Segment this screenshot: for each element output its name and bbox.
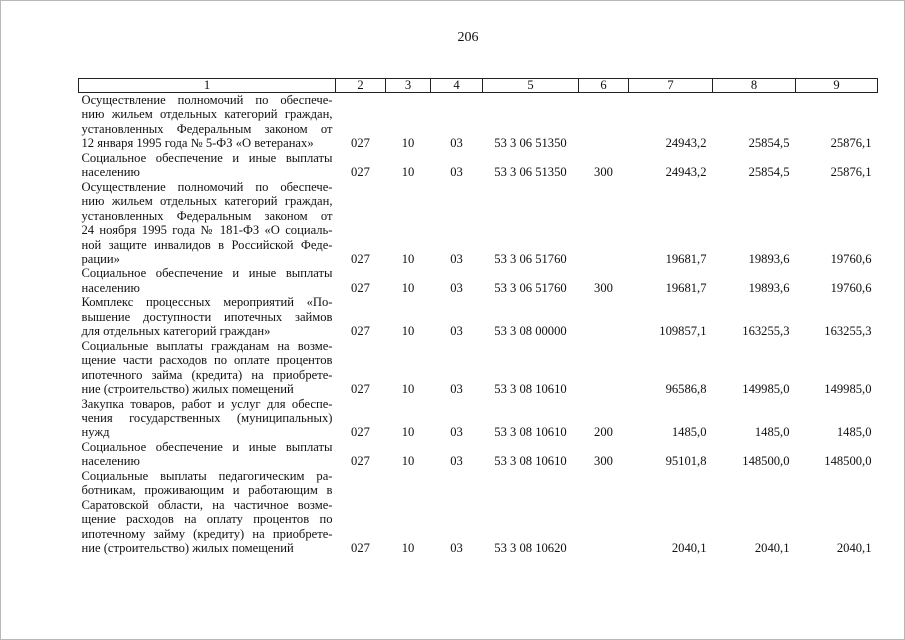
cell-c5: 53 3 08 10610 <box>494 454 567 469</box>
cell-c5: 53 3 08 00000 <box>494 324 567 339</box>
cell-c2: 027 <box>351 280 370 295</box>
cell-c5: 53 3 08 10610 <box>494 425 567 440</box>
cell-c3: 10 <box>401 425 415 440</box>
row-description <box>79 93 336 151</box>
cell-c7: 1485,0 <box>671 425 707 440</box>
cell-c8: 1485,0 <box>754 425 790 440</box>
header-row <box>79 79 878 93</box>
cell-c7: 19681,7 <box>665 251 707 266</box>
description-line: Закупка товаров, работ и услуг для обеспе- <box>81 396 333 411</box>
description-line: вышение доступности ипотечных займов <box>81 309 333 324</box>
column-header-8: 8 <box>713 79 796 93</box>
cell-c8: 25854,5 <box>748 165 790 180</box>
cell-c6: 300 <box>594 280 613 295</box>
description-line: ние (строительство) жилых помещений <box>81 382 294 397</box>
column-header-1: 1 <box>79 79 336 93</box>
column-header-7: 7 <box>629 79 713 93</box>
cell-c8: 19893,6 <box>748 280 790 295</box>
description-line: ипотечного займа (кредита) на приобрете- <box>81 367 333 382</box>
cell-c6 <box>579 295 629 338</box>
table-row <box>79 266 878 295</box>
row-description <box>79 180 336 267</box>
cell-c5: 53 3 06 51760 <box>494 280 567 295</box>
cell-c7: 24943,2 <box>665 165 707 180</box>
cell-c2: 027 <box>351 165 370 180</box>
table-row <box>79 180 878 267</box>
cell-c3: 10 <box>401 541 415 556</box>
table-row <box>79 93 878 151</box>
column-header-4: 4 <box>431 79 483 93</box>
cell-c2: 027 <box>351 425 370 440</box>
cell-c7: 24943,2 <box>665 136 707 151</box>
description-line: установленных Федеральным законом от <box>81 121 333 136</box>
description-line: Социальные выплаты педагогическим ра- <box>81 468 333 483</box>
cell-c6 <box>579 93 629 151</box>
description-line: нужд <box>81 425 110 440</box>
description-line: рации» <box>81 251 120 266</box>
cell-c8: 148500,0 <box>742 454 790 469</box>
cell-c4: 03 <box>450 165 463 180</box>
cell-c9: 25876,1 <box>830 165 872 180</box>
cell-c6: 200 <box>594 425 613 440</box>
row-description <box>79 440 336 469</box>
cell-c3: 10 <box>401 136 415 151</box>
cell-c5: 53 3 06 51350 <box>494 136 567 151</box>
cell-c3: 10 <box>401 382 415 397</box>
row-description <box>79 339 336 397</box>
column-header-6: 6 <box>579 79 629 93</box>
table-row <box>79 295 878 338</box>
cell-c2: 027 <box>351 541 370 556</box>
cell-c9: 149985,0 <box>824 382 872 397</box>
cell-c3: 10 <box>401 280 415 295</box>
cell-c9: 2040,1 <box>836 541 872 556</box>
table-row <box>79 151 878 180</box>
row-description <box>79 295 336 338</box>
row-description <box>79 266 336 295</box>
cell-c8: 163255,3 <box>742 324 790 339</box>
description-line: населению <box>81 165 140 180</box>
cell-c4: 03 <box>450 425 463 440</box>
cell-c9: 19760,6 <box>830 251 872 266</box>
page-number: 206 <box>457 30 479 45</box>
description-line: нию жильем отдельных категорий граждан, <box>81 107 333 122</box>
description-line: ние (строительство) жилых помещений <box>81 541 294 556</box>
column-header-3: 3 <box>386 79 431 93</box>
column-header-5: 5 <box>483 79 579 93</box>
cell-c4: 03 <box>450 454 463 469</box>
description-line: Комплекс процессных мероприятий «По- <box>81 295 333 310</box>
cell-c4: 03 <box>450 251 463 266</box>
cell-c8: 2040,1 <box>754 541 790 556</box>
description-line: для отдельных категорий граждан» <box>81 324 271 339</box>
description-line: 24 ноября 1995 года № 181-ФЗ «О социаль- <box>81 223 333 238</box>
cell-c6 <box>579 469 629 556</box>
cell-c3: 10 <box>401 251 415 266</box>
cell-c7: 19681,7 <box>665 280 707 295</box>
description-line: нию жильем отдельных категорий граждан, <box>81 194 333 209</box>
cell-c9: 148500,0 <box>824 454 872 469</box>
cell-c4: 03 <box>450 324 463 339</box>
description-line: Социальные выплаты гражданам на возме- <box>81 338 333 353</box>
description-line: Осуществление полномочий по обеспече- <box>81 93 333 107</box>
description-line: ипотечному займу (кредиту) на приобрете- <box>81 526 333 541</box>
cell-c8: 19893,6 <box>748 251 790 266</box>
cell-c6: 300 <box>594 454 613 469</box>
description-line: 12 января 1995 года № 5-ФЗ «О ветеранах» <box>81 136 314 151</box>
description-line: Социальное обеспечение и иные выплаты <box>81 266 333 281</box>
cell-c4: 03 <box>450 541 463 556</box>
cell-c6 <box>579 180 629 267</box>
cell-c2: 027 <box>351 136 370 151</box>
column-header-9: 9 <box>796 79 878 93</box>
budget-table <box>78 78 878 556</box>
description-line: установленных Федеральным законом от <box>81 208 333 223</box>
description-line: ботникам, проживающим и работающим в <box>81 483 333 498</box>
table-row <box>79 339 878 397</box>
cell-c9: 25876,1 <box>830 136 872 151</box>
row-description <box>79 469 336 556</box>
cell-c2: 027 <box>351 251 370 266</box>
description-line: Социальное обеспечение и иные выплаты <box>81 439 333 454</box>
cell-c7: 96586,8 <box>665 382 707 397</box>
description-line: чения государственных (муниципальных) <box>81 410 333 425</box>
cell-c6: 300 <box>594 165 613 180</box>
description-line: населению <box>81 280 140 295</box>
cell-c3: 10 <box>401 454 415 469</box>
description-line: Саратовской области, на частичное возме- <box>81 497 333 512</box>
table-row <box>79 440 878 469</box>
row-description <box>79 397 336 440</box>
cell-c2: 027 <box>351 382 370 397</box>
description-line: Осуществление полномочий по обеспече- <box>81 179 333 194</box>
cell-c5: 53 3 06 51350 <box>494 165 567 180</box>
cell-c5: 53 3 08 10620 <box>494 541 567 556</box>
cell-c4: 03 <box>450 136 463 151</box>
cell-c9: 163255,3 <box>824 324 872 339</box>
description-line: щение расходов на оплату процентов по <box>81 512 333 527</box>
cell-c3: 10 <box>401 165 415 180</box>
cell-c7: 95101,8 <box>665 454 707 469</box>
cell-c6 <box>579 339 629 397</box>
cell-c7: 109857,1 <box>659 324 707 339</box>
column-header-2: 2 <box>336 79 386 93</box>
cell-c7: 2040,1 <box>671 541 707 556</box>
cell-c9: 19760,6 <box>830 280 872 295</box>
row-description <box>79 151 336 180</box>
description-line: населению <box>81 454 140 469</box>
cell-c2: 027 <box>351 454 370 469</box>
table-row <box>79 397 878 440</box>
description-line: щение части расходов по оплате процентов <box>81 353 333 368</box>
description-line: Социальное обеспечение и иные выплаты <box>81 150 333 165</box>
cell-c4: 03 <box>450 382 463 397</box>
cell-c5: 53 3 06 51760 <box>494 251 567 266</box>
cell-c8: 25854,5 <box>748 136 790 151</box>
cell-c5: 53 3 08 10610 <box>494 382 567 397</box>
description-line: ной защите инвалидов в Российской Феде- <box>81 237 333 252</box>
cell-c3: 10 <box>401 324 415 339</box>
table-row <box>79 469 878 556</box>
cell-c4: 03 <box>450 280 463 295</box>
cell-c8: 149985,0 <box>742 382 790 397</box>
cell-c2: 027 <box>351 324 370 339</box>
cell-c9: 1485,0 <box>836 425 872 440</box>
